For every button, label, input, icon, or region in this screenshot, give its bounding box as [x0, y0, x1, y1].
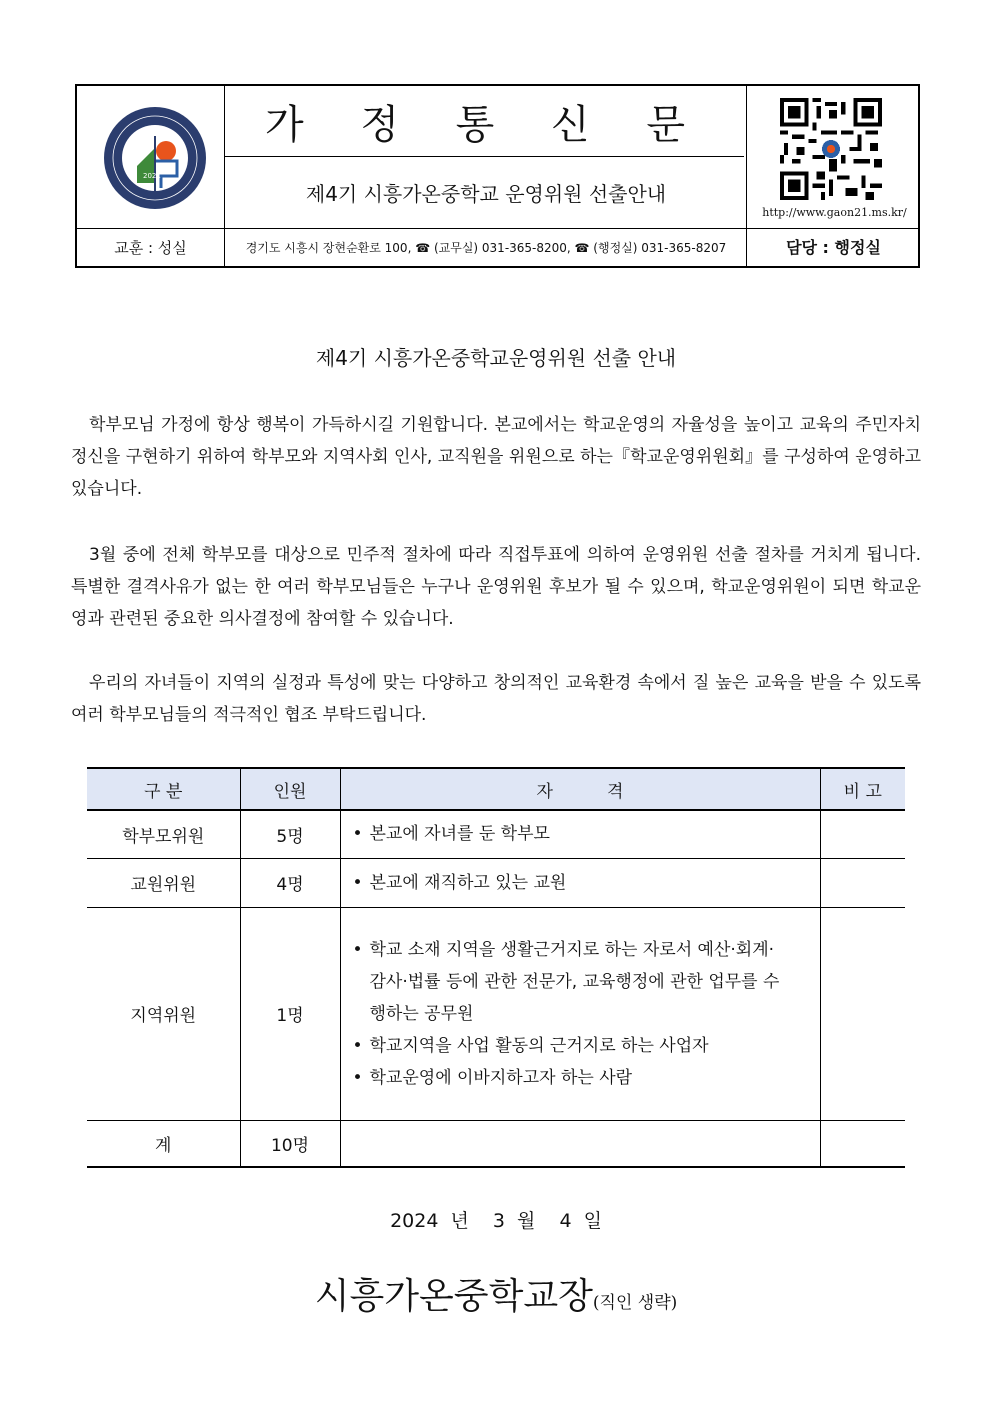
count-cell: 10명 — [240, 1120, 340, 1167]
document-title: 제4기 시흥가온중학교운영위원 선출 안내 — [315, 346, 677, 370]
letterhead — [75, 84, 920, 268]
paragraph: 학부모님 가정에 항상 행복이 가득하시길 기원합니다. 본교에서는 학교운영의 자율성을 높이고 교육의 주민자치 정신을 구현하기 위하여 학부모와 지역사회 인사, 교직원을 위원으로 하는『학교운영위원회』를 구성하여 운영하고 있습니다. — [71, 415, 921, 499]
school-url: http://www.gaon21.ms.kr/ — [762, 206, 907, 219]
table-row — [87, 907, 905, 1120]
count-cell: 1명 — [240, 907, 340, 1120]
school-logo — [103, 106, 207, 210]
category-cell: 학부모위원 — [87, 810, 240, 858]
note-cell — [820, 907, 905, 1120]
qualification-cell — [340, 1120, 820, 1167]
column-header: 자 격 — [340, 768, 820, 810]
divider — [224, 156, 744, 157]
column-header: 구 분 — [87, 768, 240, 810]
list-item: • 본교에 재직하고 있는 교원 — [353, 867, 819, 899]
count-cell: 4명 — [240, 858, 340, 907]
qualification-cell — [340, 810, 820, 858]
issue-date: 2024 년 3 월 4 일 — [390, 1210, 602, 1232]
note-cell — [820, 810, 905, 858]
signature — [0, 1268, 992, 1319]
count-cell: 5명 — [240, 810, 340, 858]
table-row — [87, 858, 905, 907]
table-header-row — [87, 768, 905, 810]
category-cell: 계 — [87, 1120, 240, 1167]
column-header: 비 고 — [820, 768, 905, 810]
principal-name: 시흥가온중학교장 — [314, 1276, 593, 1317]
list-item: • 학교 소재 지역을 생활근거지로 하는 자로서 예산·회계·감사·법률 등에 관한 전문가, 교육행정에 관한 업무를 수행하는 공무원 — [353, 934, 783, 1030]
column-header: 인원 — [240, 768, 340, 810]
committee-table — [87, 767, 905, 1168]
category-cell: 교원위원 — [87, 858, 240, 907]
list-item: • 학교지역을 사업 활동의 근거지로 하는 사업자 — [353, 1030, 783, 1062]
table-row — [87, 810, 905, 858]
divider — [224, 86, 225, 266]
school-address: 경기도 시흥시 장현순환로 100, ☎ (교무실) 031-365-8200, ☎ (행정실) 031-365-8207 — [245, 241, 727, 255]
svg-text:2021: 2021 — [143, 172, 161, 180]
seal-note: (직인 생략) — [592, 1293, 678, 1313]
paragraph: 우리의 자녀들이 지역의 실정과 특성에 맞는 다양하고 창의적인 교육환경 속에서 질 높은 교육을 받을 수 있도록 여러 학부모님들의 적극적인 협조 부탁드립니다. — [71, 673, 921, 725]
list-item: • 본교에 자녀를 둔 학부모 — [353, 818, 819, 850]
newsletter-subtitle: 제4기 시흥가온중학교 운영위원 선출안내 — [305, 182, 667, 206]
department-in-charge: 담당 : 행정실 — [786, 238, 881, 257]
category-cell: 지역위원 — [87, 907, 240, 1120]
list-item: • 학교운영에 이바지하고자 하는 사람 — [353, 1062, 783, 1094]
qualification-cell — [340, 858, 820, 907]
qualification-cell — [340, 907, 820, 1120]
qr-code — [780, 98, 882, 200]
newsletter-title: 가 정 통 신 문 — [264, 102, 708, 148]
table-row — [87, 1120, 905, 1167]
note-cell — [820, 858, 905, 907]
note-cell — [820, 1120, 905, 1167]
paragraph: 3월 중에 전체 학부모를 대상으로 민주적 절차에 따라 직접투표에 의하여 운영위원 선출 절차를 거치게 됩니다. 특별한 결격사유가 없는 한 여러 학부모님들은 누구나 운영위원 후보가 될 수 있으며, 학교운영위원이 되면 학교운영과 관련된 중요한 의사결정에 참여할 수 있습니다. — [71, 545, 921, 629]
school-motto: 교훈 : 성실 — [114, 239, 187, 257]
